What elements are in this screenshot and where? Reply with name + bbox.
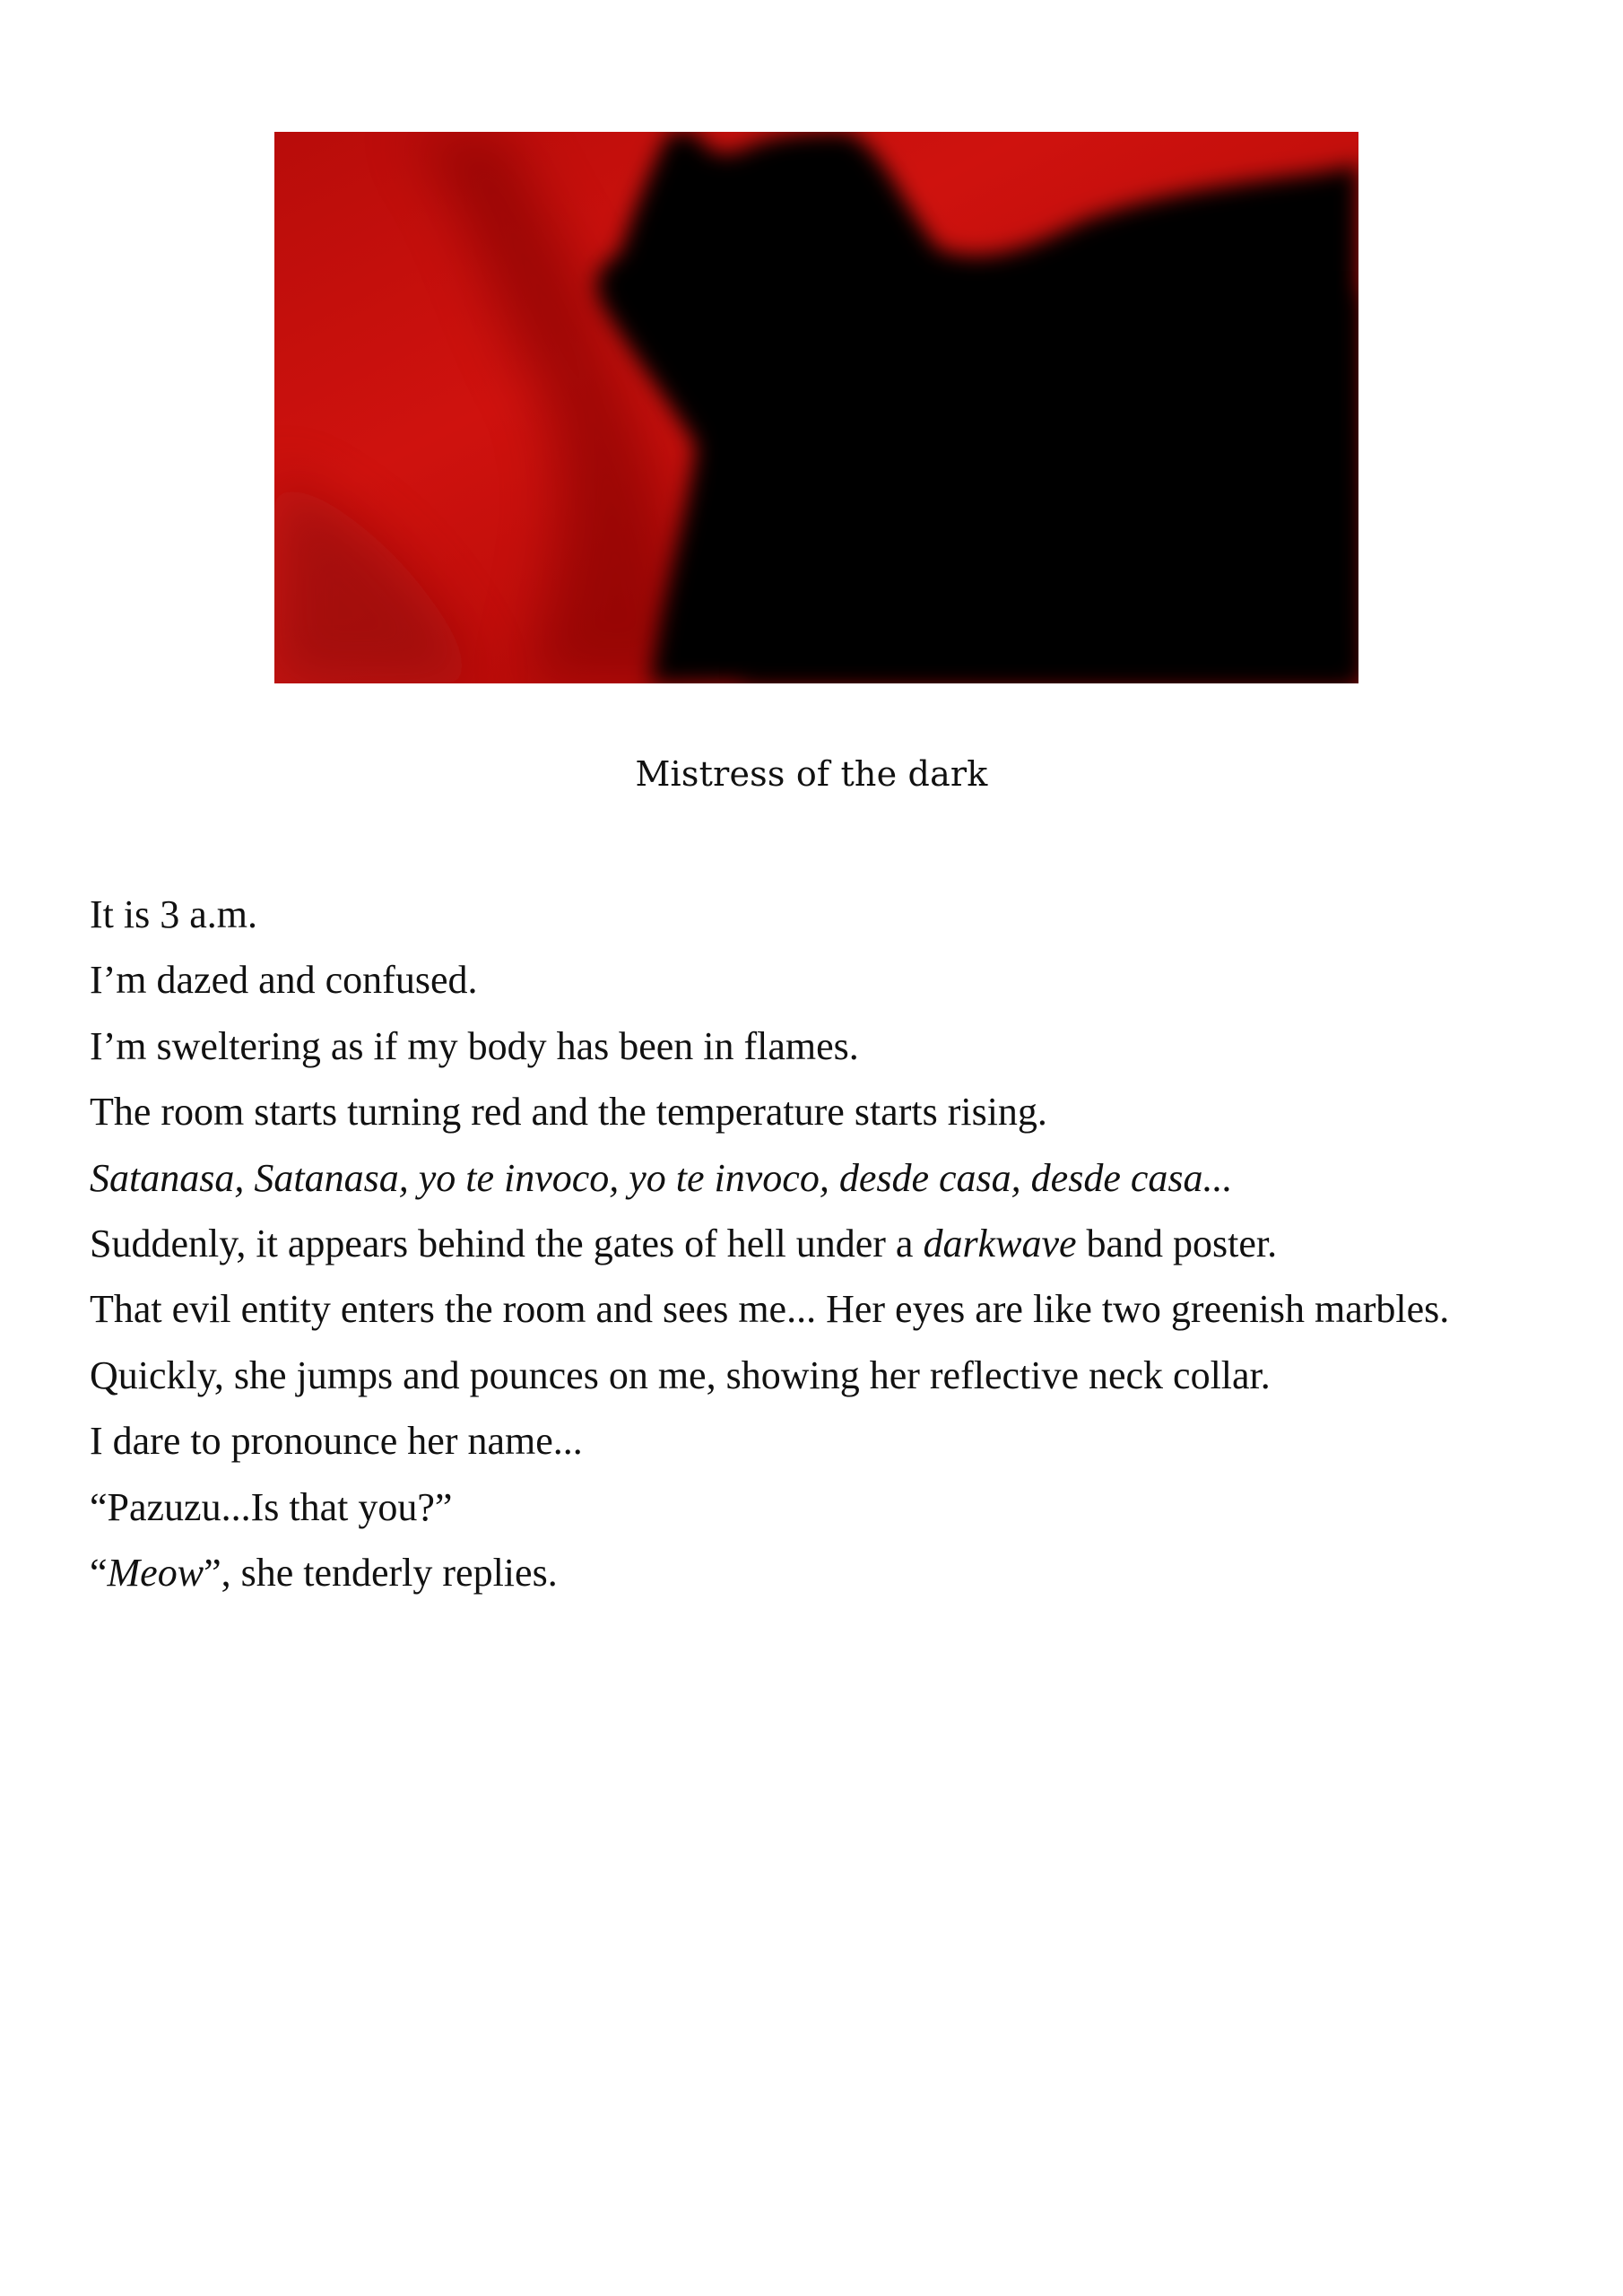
poem-line: [90, 1408, 1614, 1474]
poem-line-text: Satanasa, Satanasa, yo te invoco, yo te invoco, desde casa, desde casa...: [90, 1155, 1233, 1200]
poem-emphasis: darkwave: [923, 1221, 1077, 1265]
poem-line-text: I’m sweltering as if my body has been in flames.: [90, 1023, 859, 1068]
photo-caption: Mistress of the dark: [635, 754, 988, 794]
poem-line-text: I’m dazed and confused.: [90, 958, 478, 1003]
poem-emphasis: Meow: [107, 1550, 204, 1595]
photo-image: [274, 132, 1358, 683]
poem-line: [90, 1013, 1614, 1079]
poem-line-text: Suddenly, it appears behind the gates of hell under a: [90, 1221, 924, 1265]
poem-line-text: “: [90, 1550, 108, 1595]
poem-line-text: “Pazuzu...Is that you?”: [90, 1484, 453, 1529]
poem-line: [90, 1276, 1614, 1342]
poem-line-text: band poster.: [1076, 1221, 1278, 1265]
poem-line: [90, 1079, 1614, 1144]
poem-line: [90, 882, 1614, 947]
poem-line-text: It is 3 a.m.: [90, 892, 257, 936]
poem-line: [90, 1540, 1614, 1605]
poem: [90, 882, 1614, 1605]
poem-line-text: I dare to pronounce her name...: [90, 1419, 583, 1464]
poem-line-italic: [90, 1145, 1614, 1211]
poem-line: [90, 1211, 1614, 1276]
poem-line-text: ”, she tenderly replies.: [204, 1550, 558, 1595]
poem-line: [90, 1343, 1614, 1408]
poem-line: [90, 1474, 1614, 1540]
poem-line: [90, 947, 1614, 1013]
poem-line-text: The room starts turning red and the temperature starts rising.: [90, 1090, 1047, 1135]
cat-silhouette-photo: [274, 132, 1358, 683]
poem-line-text: That evil entity enters the room and sees me... Her eyes are like two greenish marbles.: [90, 1287, 1450, 1332]
poem-line-text: Quickly, she jumps and pounces on me, showing her reflective neck collar.: [90, 1352, 1271, 1397]
